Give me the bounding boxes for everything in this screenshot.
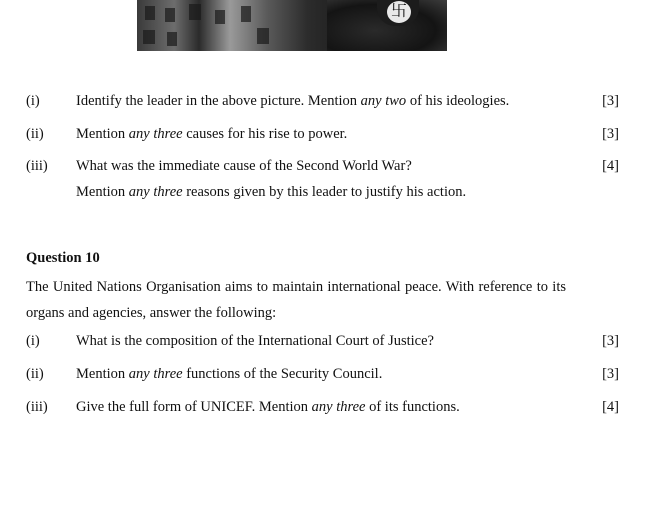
item-marks: [3] <box>602 366 619 382</box>
item-text: Mention any three causes for his rise to power. <box>76 126 348 142</box>
item-marks: [3] <box>602 126 619 142</box>
item-marks: [4] <box>602 158 619 174</box>
item-marks: [4] <box>602 399 619 415</box>
q9-item-3 <box>26 156 619 176</box>
q10-item-2 <box>26 364 619 384</box>
leader-photo <box>137 0 447 51</box>
item-marks: [3] <box>602 93 619 109</box>
item-number: (iii) <box>26 399 48 415</box>
item-text: Mention any three functions of the Security Council. <box>76 366 383 382</box>
item-marks: [3] <box>602 333 619 349</box>
item-text: Give the full form of UNICEF. Mention any three of its functions. <box>76 399 460 415</box>
item-number: (i) <box>26 93 40 109</box>
item-text: What was the immediate cause of the Second World War? <box>76 158 412 174</box>
q9-item-3-continuation <box>26 182 619 202</box>
q9-item-2 <box>26 124 619 144</box>
item-number: (iii) <box>26 158 48 174</box>
item-number: (ii) <box>26 126 44 142</box>
q9-item-1 <box>26 91 619 111</box>
armband-symbol-icon: 卐 <box>390 1 407 20</box>
q10-item-3 <box>26 397 619 417</box>
item-text: What is the composition of the International Court of Justice? <box>76 333 434 349</box>
item-number: (ii) <box>26 366 44 382</box>
item-text: Identify the leader in the above picture. Mention any two of his ideologies. <box>76 93 510 109</box>
item-number: (i) <box>26 333 40 349</box>
question-title: Question 10 <box>26 250 100 266</box>
q10-item-1 <box>26 331 619 351</box>
question-intro: The United Nations Organisation aims to maintain international peace. With reference to its organs and agencies, answer the following: <box>26 279 566 321</box>
item-text: Mention any three reasons given by this leader to justify his action. <box>76 184 467 200</box>
